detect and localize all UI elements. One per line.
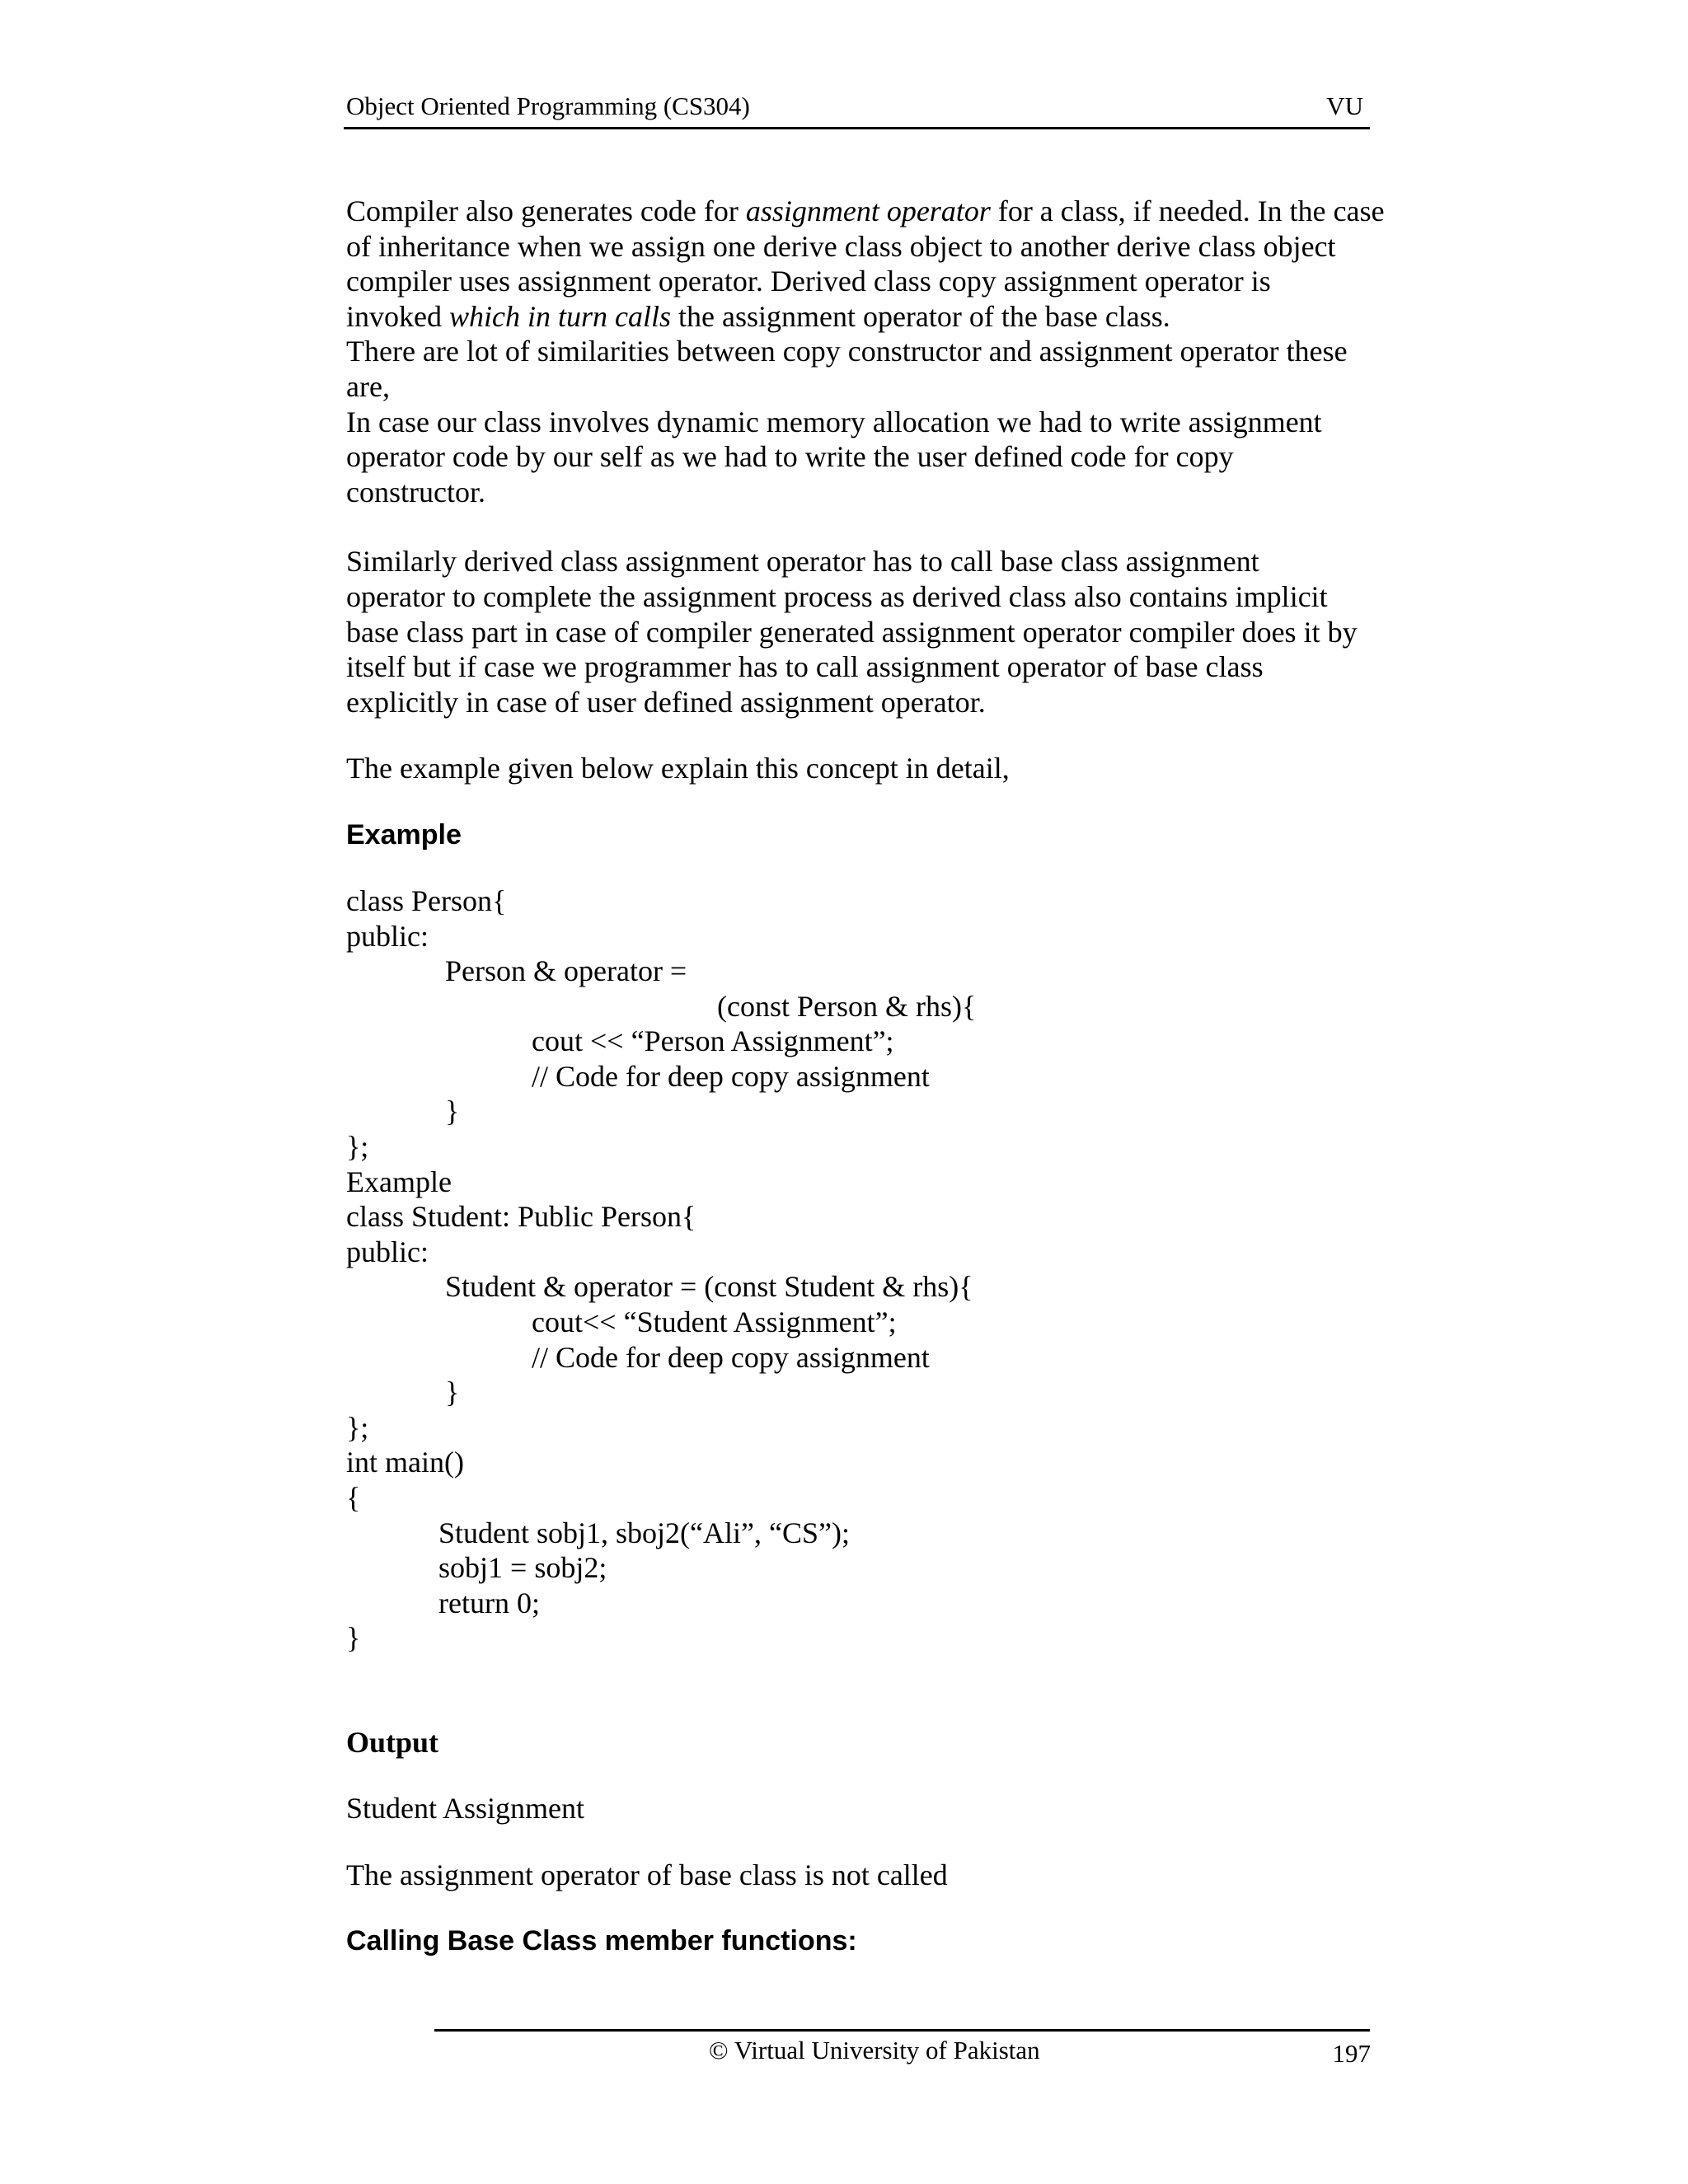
section-heading: Calling Base Class member functions: — [346, 1925, 857, 1957]
spacer — [346, 852, 1418, 883]
code-line: Person & operator = — [445, 954, 687, 988]
code-line: int main() — [346, 1446, 464, 1479]
code-line: Student sobj1, sboj2(“Ali”, “CS”); — [438, 1516, 850, 1549]
text-line: base class part in case of compiler generated assignment operator compiler does it by — [346, 615, 1357, 649]
text-line: invoked which in turn calls the assignment operator of the base class. — [346, 299, 1170, 333]
note-text — [346, 1858, 1418, 1893]
code-line: cout << “Person Assignment”; — [532, 1024, 894, 1058]
text-line: of inheritance when we assign one derive class object to another derive class object — [346, 229, 1336, 263]
paragraph-derived-class — [346, 544, 1418, 719]
text-line: constructor. — [346, 475, 485, 509]
code-line: // Code for deep copy assignment — [532, 1059, 930, 1093]
text-line: compiler uses assignment operator. Derived class copy assignment operator is — [346, 265, 1271, 298]
code-line: public: — [346, 1235, 429, 1268]
example-heading: Example — [346, 818, 462, 851]
spacer — [346, 1760, 1418, 1791]
code-line: return 0; — [438, 1586, 540, 1619]
page-header — [344, 89, 1370, 129]
spacer — [346, 1826, 1418, 1858]
spacer — [346, 1690, 1418, 1725]
spacer — [346, 509, 1418, 544]
spacer — [346, 719, 1418, 751]
code-line: (const Person & rhs){ — [717, 989, 977, 1023]
spacer — [346, 786, 1418, 818]
university-abbrev: VU — [1326, 91, 1363, 120]
code-line: } — [346, 1621, 361, 1655]
code-line: // Code for deep copy assignment — [532, 1340, 930, 1374]
text-line: are, — [346, 369, 390, 403]
text-line: operator to complete the assignment process as derived class also contains implicit — [346, 579, 1328, 613]
code-line: { — [346, 1481, 361, 1514]
code-line: } — [445, 1376, 460, 1409]
page-number: 197 — [1332, 2039, 1371, 2068]
code-line: cout<< “Student Assignment”; — [532, 1305, 897, 1339]
output-text — [346, 1791, 1418, 1826]
paragraph-example-intro — [346, 751, 1418, 786]
code-line: class Student: Public Person{ — [346, 1200, 696, 1234]
text-line: Similarly derived class assignment operator has to call base class assignment — [346, 545, 1259, 579]
text-line: The assignment operator of base class is not called — [346, 1858, 948, 1891]
footer-copyright: © Virtual University of Pakistan — [709, 2036, 1040, 2064]
output-heading: Output — [346, 1725, 439, 1759]
code-line: }; — [346, 1130, 369, 1164]
emphasis-text: which in turn calls — [448, 299, 671, 333]
text-line: In case our class involves dynamic memory allocation we had to write assignment — [346, 405, 1322, 438]
code-line: Example — [346, 1165, 452, 1198]
text-line: itself but if case we programmer has to call assignment operator of base class — [346, 650, 1264, 684]
code-line: } — [445, 1094, 460, 1128]
text-line: The example given below explain this concept in detail, — [346, 752, 1010, 785]
code-line: }; — [346, 1410, 369, 1444]
text-line: There are lot of similarities between copy constructor and assignment operator these — [346, 335, 1348, 368]
text-line: Student Assignment — [346, 1791, 585, 1825]
text-line: operator code by our self as we had to write the user defined code for copy — [346, 440, 1234, 474]
code-line: class Person{ — [346, 883, 507, 917]
code-line: public: — [346, 919, 429, 953]
spacer — [346, 1656, 1418, 1690]
spacer — [346, 1892, 1418, 1924]
footer-divider — [434, 2029, 1370, 2032]
code-line: Student & operator = (const Student & rhs){ — [445, 1270, 973, 1304]
text-line: Compiler also generates code for assignment operator for a class, if needed. In the case — [346, 194, 1385, 227]
code-line: sobj1 = sobj2; — [438, 1551, 607, 1585]
text-line: explicitly in case of user defined assignment operator. — [346, 685, 986, 719]
emphasis-text: assignment operator — [745, 194, 991, 227]
paragraph-assignment-operator — [346, 194, 1418, 509]
code-block — [346, 883, 1418, 1656]
document-body — [346, 194, 1418, 1958]
course-title: Object Oriented Programming (CS304) — [346, 91, 750, 120]
